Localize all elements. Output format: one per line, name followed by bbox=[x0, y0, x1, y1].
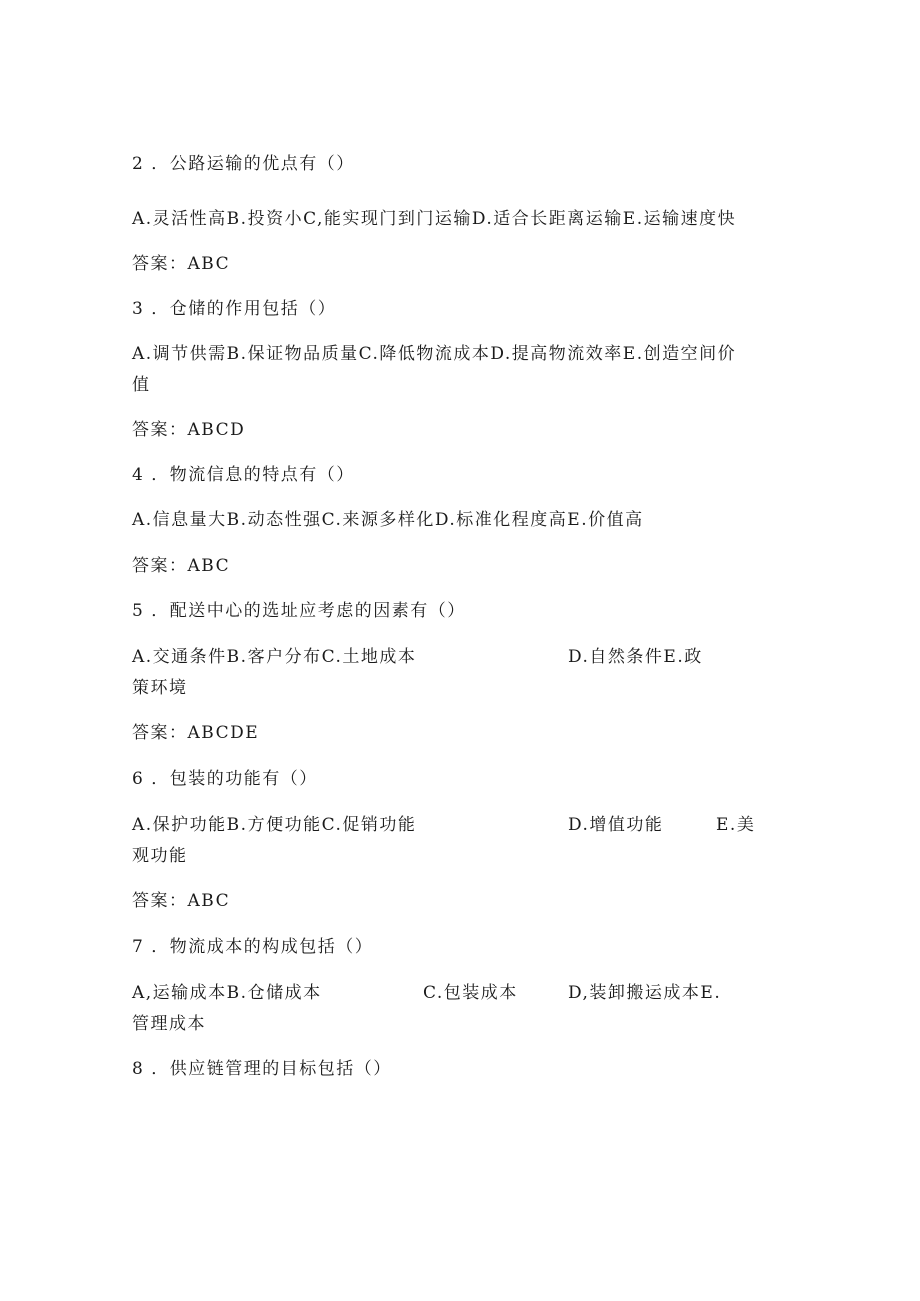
question-6-options-a: A.保护功能B.方便功能C.促销功能 bbox=[132, 815, 417, 835]
question-5-options-b: D.自然条件E.政 bbox=[568, 647, 703, 667]
question-4-options: A.信息量大B.动态性强C.来源多样化D.标准化程度高E.价值高 bbox=[132, 510, 644, 530]
question-6-options-b: D.增值功能 bbox=[568, 815, 664, 835]
question-7-options-cont: 管理成本 bbox=[132, 1014, 206, 1034]
question-2-answer: 答案：ABC bbox=[132, 254, 231, 274]
question-2: 2 ．公路运输的优点有（） bbox=[132, 154, 355, 174]
question-6: 6 ．包装的功能有（） bbox=[132, 769, 318, 789]
question-8: 8 ．供应链管理的目标包括（） bbox=[132, 1059, 392, 1079]
question-5: 5 ．配送中心的选址应考虑的因素有（） bbox=[132, 601, 466, 621]
question-5-answer: 答案：ABCDE bbox=[132, 723, 260, 743]
question-2-options: A.灵活性高B.投资小C,能实现门到门运输D.适合长距离运输E.运输速度快 bbox=[132, 209, 737, 229]
question-3-options-cont: 值 bbox=[132, 375, 151, 395]
question-7-options-a: A,运输成本B.仓储成本 bbox=[132, 983, 322, 1003]
question-7-options-b: C.包装成本 bbox=[423, 983, 518, 1003]
question-6-answer: 答案：ABC bbox=[132, 891, 231, 911]
question-7-options-c: D,装卸搬运成本E. bbox=[568, 983, 722, 1003]
question-3-answer: 答案：ABCD bbox=[132, 420, 246, 440]
question-5-options-a: A.交通条件B.客户分布C.土地成本 bbox=[132, 647, 417, 667]
question-7: 7 ．物流成本的构成包括（） bbox=[132, 937, 374, 957]
question-3-options: A.调节供需B.保证物品质量C.降低物流成本D.提高物流效率E.创造空间价 bbox=[132, 344, 737, 364]
question-3: 3 ．仓储的作用包括（） bbox=[132, 299, 337, 319]
question-4-answer: 答案：ABC bbox=[132, 556, 231, 576]
question-4: 4 ．物流信息的特点有（） bbox=[132, 465, 355, 485]
question-6-options-cont: 观功能 bbox=[132, 846, 188, 866]
question-6-options-c: E.美 bbox=[716, 815, 756, 835]
question-5-options-cont: 策环境 bbox=[132, 678, 188, 698]
